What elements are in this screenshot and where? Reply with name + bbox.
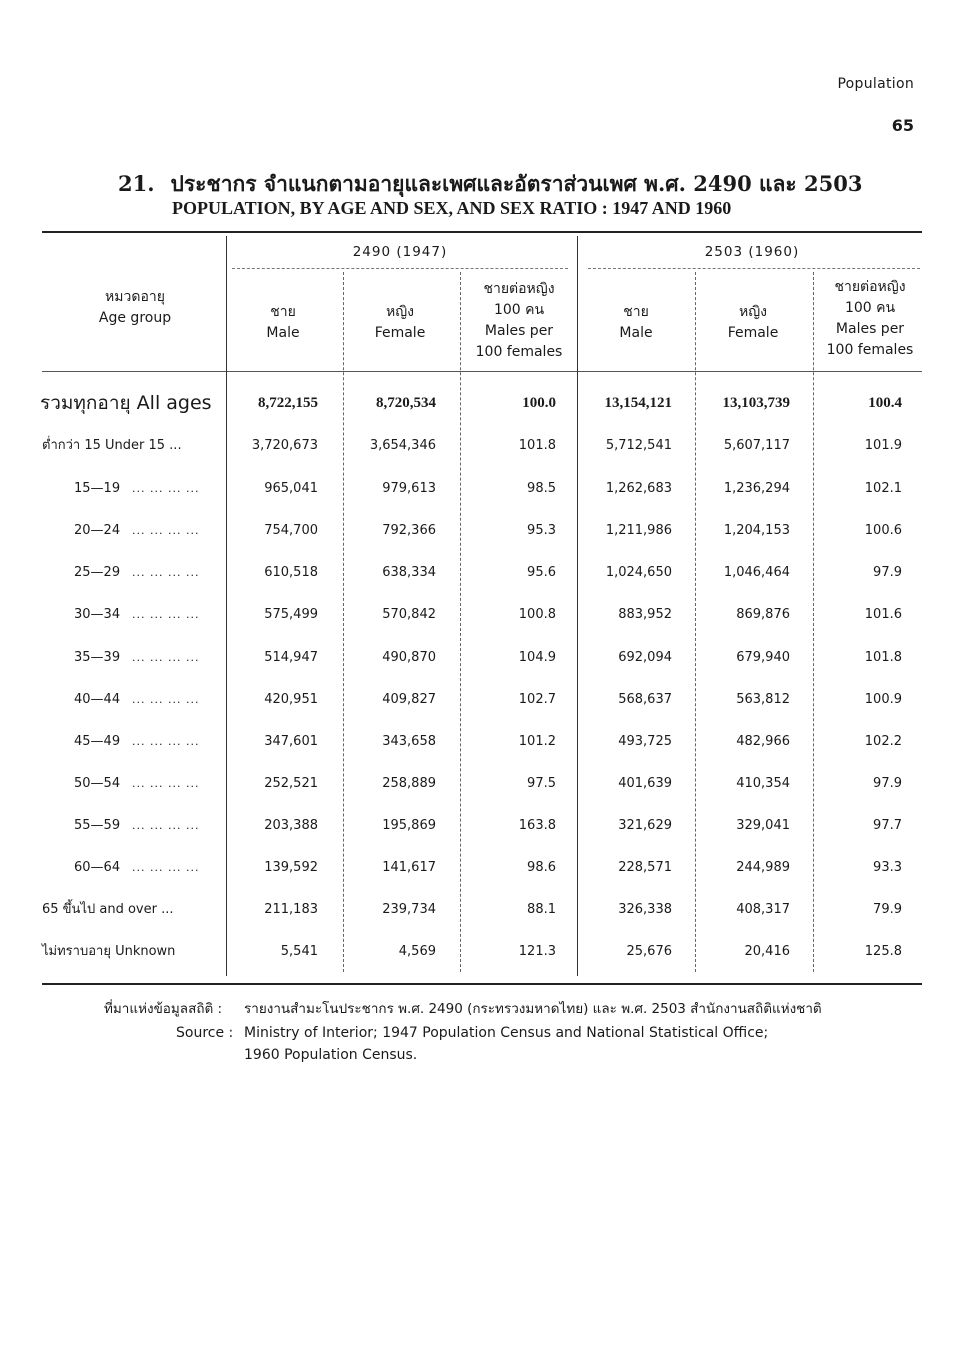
cell-ratio-1960: 100.9: [864, 692, 902, 707]
cell-ratio-1947: 104.9: [518, 650, 556, 665]
cell-male-1947: 575,499: [264, 607, 318, 622]
table-row: [0, 857, 966, 881]
ratio-header-1960-thai1: ชายต่อหญิง: [834, 279, 906, 295]
cell-ratio-1960: 102.2: [864, 734, 902, 749]
age-group-text: 60—64: [74, 860, 121, 875]
table-title-english: POPULATION, BY AGE AND SEX, AND SEX RATIO : 1947 AND 1960: [172, 198, 732, 218]
year1960-header: 2503 (1960): [704, 244, 800, 260]
cell-male-1960: 321,629: [618, 818, 672, 833]
cell-female-1960: 1,046,464: [723, 565, 790, 580]
age-group-header: [70, 287, 200, 329]
source-text-thai: รายงานสำมะโนประชากร พ.ศ. 2490 (กระทรวงมหาดไทย) และ พ.ศ. 2503 สำนักงานสถิติแห่งชาติ: [244, 1001, 822, 1017]
cell-ratio-1960: 97.9: [873, 776, 902, 791]
age-group-text: 15—19: [74, 481, 121, 496]
cell-ratio-1947: 98.6: [527, 860, 556, 875]
ratio-header-1947: [466, 279, 572, 363]
cell-female-1960: 563,812: [736, 692, 790, 707]
cell-male-1960: 25,676: [626, 944, 672, 959]
table-number: 21.: [118, 171, 155, 196]
female-header-1960-english: Female: [727, 325, 779, 341]
cell-ratio-1947: 95.3: [527, 523, 556, 538]
cell-ratio-1960: 97.9: [873, 565, 902, 580]
cell-male-1960: 1,024,650: [605, 565, 672, 580]
cell-male-1960: 883,952: [618, 607, 672, 622]
leader-dots: ... ... ... ...: [132, 524, 200, 537]
title-thai-text: ประชากร จำแนกตามอายุและเพศและอัตราส่วนเพศ พ.ศ. 2490 และ 2503: [170, 171, 863, 196]
cell-male-1947: 139,592: [264, 860, 318, 875]
cell-male-1947: 5,541: [280, 944, 318, 959]
cell-female-1947: 239,734: [382, 902, 436, 917]
cell-male-1960: 326,338: [618, 902, 672, 917]
cell-female-1947: 8,720,534: [376, 395, 436, 411]
table-row: [0, 689, 966, 713]
cell-male-1947: 347,601: [264, 734, 318, 749]
cell-female-1947: 979,613: [382, 481, 436, 496]
table-row: [0, 941, 966, 965]
age-group-label: [42, 731, 199, 753]
table-row: [0, 604, 966, 628]
female-header-1947-english: Female: [374, 325, 426, 341]
cell-ratio-1960: 100.6: [864, 523, 902, 538]
cell-male-1947: 8,722,155: [258, 395, 318, 411]
cell-male-1947: 211,183: [264, 902, 318, 917]
leader-dots: ... ... ... ...: [132, 819, 200, 832]
age-group-label: [42, 689, 199, 711]
cell-female-1947: 4,569: [398, 944, 436, 959]
cell-ratio-1947: 97.5: [527, 776, 556, 791]
cell-female-1947: 490,870: [382, 650, 436, 665]
table-bottom-rule: [42, 983, 922, 985]
cell-male-1960: 401,639: [618, 776, 672, 791]
cell-male-1960: 5,712,541: [605, 438, 672, 453]
age-group-text: 30—34: [74, 607, 121, 622]
cell-female-1960: 13,103,739: [722, 395, 790, 411]
cell-male-1947: 3,720,673: [251, 438, 318, 453]
cell-ratio-1947: 100.0: [522, 395, 556, 411]
cell-male-1960: 1,262,683: [605, 481, 672, 496]
cell-female-1960: 482,966: [736, 734, 790, 749]
age-group-text: 55—59: [74, 818, 121, 833]
female-header-1960-thai: หญิง: [739, 304, 767, 320]
cell-female-1947: 195,869: [382, 818, 436, 833]
ratio-header-1960-thai2: 100 คน: [844, 300, 896, 316]
age-group-label: ไม่ทราบอายุ Unknown: [42, 944, 176, 959]
cell-female-1947: 343,658: [382, 734, 436, 749]
ratio-header-1947-english1: Males per: [484, 323, 554, 339]
cell-female-1947: 409,827: [382, 692, 436, 707]
cell-female-1960: 408,317: [736, 902, 790, 917]
table-row: [0, 815, 966, 839]
male-header-1960: [588, 302, 684, 344]
leader-dots: ... ... ... ...: [132, 651, 200, 664]
cell-male-1960: 493,725: [618, 734, 672, 749]
cell-female-1947: 258,889: [382, 776, 436, 791]
leader-dots: ... ... ... ...: [132, 861, 200, 874]
leader-dots: ... ... ... ...: [132, 482, 200, 495]
cell-male-1947: 252,521: [264, 776, 318, 791]
male-header-1947-thai: ชาย: [270, 304, 296, 320]
cell-male-1947: 203,388: [264, 818, 318, 833]
cell-male-1960: 692,094: [618, 650, 672, 665]
cell-ratio-1960: 79.9: [873, 902, 902, 917]
age-group-label: ต่ำกว่า 15 Under 15 ...: [42, 438, 182, 453]
table-row: [0, 647, 966, 671]
cell-ratio-1947: 101.2: [518, 734, 556, 749]
cell-female-1947: 638,334: [382, 565, 436, 580]
age-group-label: [42, 604, 199, 626]
female-header-1960: [704, 302, 802, 344]
leader-dots: ... ... ... ...: [132, 566, 200, 579]
male-header-1960-thai: ชาย: [623, 304, 649, 320]
age-group-text: 20—24: [74, 523, 121, 538]
cell-ratio-1960: 125.8: [864, 944, 902, 959]
cell-male-1947: 420,951: [264, 692, 318, 707]
age-group-label: [42, 773, 199, 795]
cell-female-1960: 20,416: [744, 944, 790, 959]
header-bottom-rule: [42, 371, 922, 372]
cell-ratio-1947: 163.8: [518, 818, 556, 833]
cell-ratio-1947: 100.8: [518, 607, 556, 622]
cell-female-1947: 570,842: [382, 607, 436, 622]
cell-female-1960: 1,204,153: [723, 523, 790, 538]
running-head: Population: [837, 76, 914, 92]
male-header-1960-english: Male: [619, 325, 653, 341]
ratio-header-1947-thai1: ชายต่อหญิง: [483, 281, 555, 297]
female-header-1947: [352, 302, 448, 344]
leader-dots: ... ... ... ...: [132, 735, 200, 748]
male-header-1947: [236, 302, 330, 344]
cell-female-1960: 1,236,294: [723, 481, 790, 496]
table-title-thai: [118, 168, 862, 201]
cell-ratio-1960: 101.6: [864, 607, 902, 622]
cell-ratio-1947: 101.8: [518, 438, 556, 453]
table-row: [0, 435, 966, 459]
year1947-header: 2490 (1947): [352, 244, 448, 260]
cell-female-1947: 141,617: [382, 860, 436, 875]
age-group-text: 25—29: [74, 565, 121, 580]
age-group-label: [42, 520, 199, 542]
age-group-label: [42, 857, 199, 879]
cell-male-1947: 754,700: [264, 523, 318, 538]
leader-dots: ... ... ... ...: [132, 608, 200, 621]
cell-male-1960: 228,571: [618, 860, 672, 875]
ratio-header-1960: [818, 277, 922, 361]
cell-female-1960: 329,041: [736, 818, 790, 833]
source-text-english-line2: 1960 Population Census.: [244, 1047, 418, 1063]
cell-male-1960: 1,211,986: [605, 523, 672, 538]
cell-ratio-1960: 97.7: [873, 818, 902, 833]
age-group-label: [42, 478, 199, 500]
cell-female-1960: 410,354: [736, 776, 790, 791]
source-label-thai: ที่มาแห่งข้อมูลสถิติ :: [104, 1001, 223, 1017]
table-row: [0, 562, 966, 586]
male-header-1947-english: Male: [266, 325, 300, 341]
page-number: 65: [891, 116, 914, 135]
cell-female-1960: 679,940: [736, 650, 790, 665]
age-group-text: 35—39: [74, 650, 121, 665]
cell-ratio-1960: 100.4: [868, 395, 902, 411]
cell-male-1947: 514,947: [264, 650, 318, 665]
cell-ratio-1960: 101.8: [864, 650, 902, 665]
table-row: [0, 773, 966, 797]
cell-ratio-1947: 121.3: [518, 944, 556, 959]
ratio-header-1947-english2: 100 females: [475, 344, 563, 360]
cell-ratio-1960: 101.9: [864, 438, 902, 453]
cell-male-1960: 568,637: [618, 692, 672, 707]
cell-ratio-1947: 98.5: [527, 481, 556, 496]
cell-female-1960: 869,876: [736, 607, 790, 622]
table-row: [0, 478, 966, 502]
cell-ratio-1960: 102.1: [864, 481, 902, 496]
cell-ratio-1960: 93.3: [873, 860, 902, 875]
age-group-text: 50—54: [74, 776, 121, 791]
source-text-english-line1: Ministry of Interior; 1947 Population Census and National Statistical Office;: [244, 1025, 769, 1041]
cell-male-1960: 13,154,121: [604, 395, 672, 411]
ratio-header-1960-english1: Males per: [835, 321, 905, 337]
table-row: [0, 520, 966, 544]
age-group-text: 45—49: [74, 734, 121, 749]
age-group-header-english: Age group: [98, 310, 172, 326]
cell-male-1947: 610,518: [264, 565, 318, 580]
female-header-1947-thai: หญิง: [386, 304, 414, 320]
leader-dots: ... ... ... ...: [132, 777, 200, 790]
age-group-label: [42, 815, 199, 837]
age-group-text: 40—44: [74, 692, 121, 707]
cell-female-1947: 3,654,346: [369, 438, 436, 453]
age-group-label: รวมทุกอายุ All ages: [40, 392, 212, 414]
cell-ratio-1947: 95.6: [527, 565, 556, 580]
cell-female-1960: 5,607,117: [723, 438, 790, 453]
age-group-label: [42, 647, 199, 669]
age-group-label: [42, 562, 199, 584]
source-label-english: Source :: [176, 1025, 234, 1041]
year1960-underline: [588, 268, 920, 269]
age-group-label: 65 ขึ้นไป and over ...: [42, 902, 174, 917]
cell-female-1960: 244,989: [736, 860, 790, 875]
ratio-header-1960-english2: 100 females: [826, 342, 914, 358]
cell-female-1947: 792,366: [382, 523, 436, 538]
table-top-rule: [42, 231, 922, 233]
cell-ratio-1947: 88.1: [527, 902, 556, 917]
cell-ratio-1947: 102.7: [518, 692, 556, 707]
table-row: [0, 899, 966, 923]
table-row: [0, 392, 966, 416]
age-group-header-thai: หมวดอายุ: [105, 289, 165, 305]
table-row: [0, 731, 966, 755]
ratio-header-1947-thai2: 100 คน: [493, 302, 545, 318]
leader-dots: ... ... ... ...: [132, 693, 200, 706]
year1947-underline: [232, 268, 568, 269]
cell-male-1947: 965,041: [264, 481, 318, 496]
